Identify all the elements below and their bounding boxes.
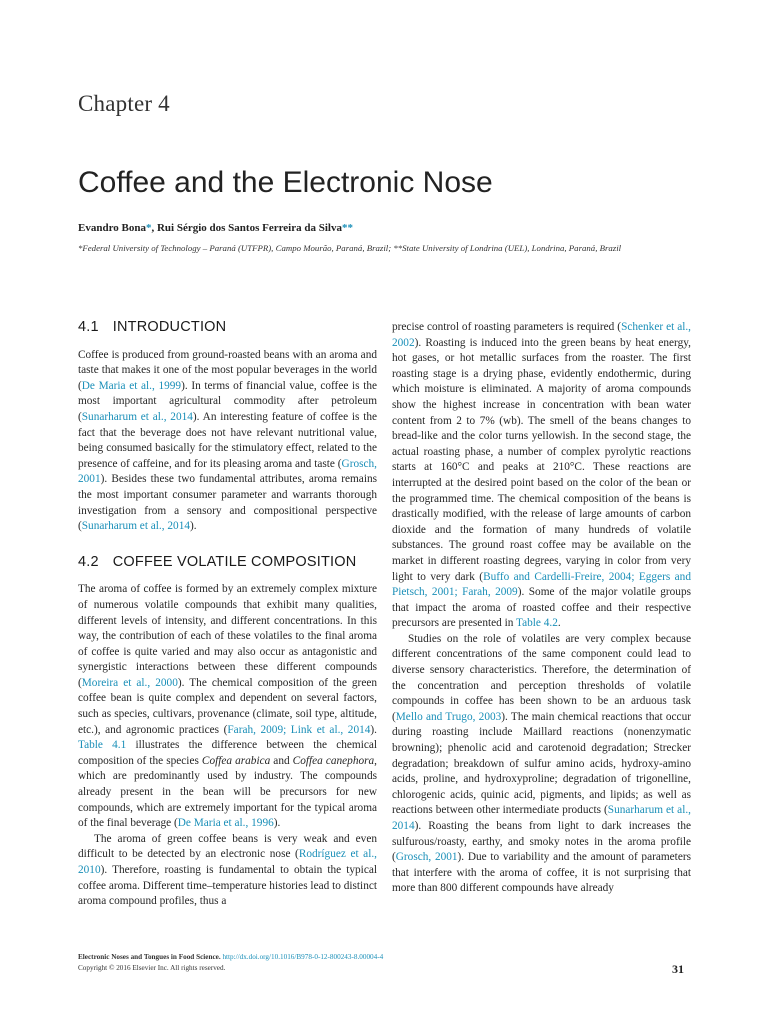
doi-link[interactable]: http://dx.doi.org/10.1016/B978-0-12-800243-8.00004-4 [222,953,384,961]
citation-link[interactable]: Sunarharum et al., 2014 [81,520,191,533]
citation-link[interactable]: Grosch, 2001 [395,851,458,864]
affiliation-mark[interactable]: ** [341,222,353,234]
text-run: ). The main chemical reactions that occur during roasting include Maillard reactions (nonenzymatic browning); phenolic acid and carotenoid degradation; Strecker degradation; breakdown of sulfur amino acids, hydroxy-amino acids, proline, and hydroxyproline; degradation of trigonelline, chlorogenic acids, quinic acid, pigments, and lipids; as well as reactions between other intermediate products ( [392,710,691,817]
author-name: Evandro Bona [78,222,146,234]
text-run: ). Some of the major volatile groups that impact the aroma of roasted coffee and their respective precursors are presented in [392,586,691,630]
author-list [78,222,353,234]
species-name: Coffea canephora [292,754,375,767]
citation-link[interactable]: De Maria et al., 1999 [81,379,182,392]
citation-link[interactable]: Schenker et al., 2002 [392,321,692,349]
text-run: and [270,754,293,767]
citation-link[interactable]: Buffo and Cardelli-Freire, 2004; Eggers and Pietsch, 2001; Farah, 2009 [392,570,691,599]
text-run: ). An interesting feature of coffee is the fact that the beverage does not have relevant nutritional value, being consumed basically for the stimulatory effect, related to the presence of caffeine, and for its pleasing aroma and taste ( [78,410,377,470]
table-link[interactable]: Table 4.1 [78,739,127,752]
text-run: The aroma of coffee is formed by an extremely complex mixture of numerous volatile compounds that exhibit many qualities, different levels of intensity, and different concentrations. In this way, the contribution of each of these volatiles to the final aroma of coffee is quite varied and may also occur as antagonistic and synergistic interactions between these different compounds ( [78,583,377,689]
left-column [78,320,377,910]
section-heading [78,555,377,571]
paragraph [78,582,377,832]
paragraph [392,632,691,897]
text-run: ). [370,723,377,736]
text-run: The aroma of green coffee beans is very weak and even difficult to be detected by an electronic nose ( [78,832,377,861]
affiliations: *Federal University of Technology – Paraná (UTFPR), Campo Mourão, Paraná, Brazil; **State University of Londrina (UEL), Londrina, Paraná, Brazil [78,243,622,253]
citation-link[interactable]: Sunarharum et al., 2014 [81,410,193,423]
right-column [392,320,691,897]
citation-link[interactable]: Grosch, 2001 [78,457,377,486]
text-run: ). The chemical composition of the green coffee bean is quite complex and dependent on several factors, such as species, cultivars, provenance (climate, soil type, altitude, etc.), and agronomic practices ( [78,676,377,736]
chapter-title: Coffee and the Electronic Nose [78,166,493,199]
citation-link[interactable]: Rodríguez et al., 2010 [78,848,377,876]
section-heading [78,320,377,336]
text-run: . [557,617,561,630]
affiliation-mark[interactable]: * [145,222,152,234]
citation-link[interactable]: Sunarharum et al., 2014 [392,804,691,832]
table-link[interactable]: Table 4.2 [516,617,558,630]
author-separator: , [151,222,157,234]
text-run: ). [273,817,281,830]
text-run: ). In terms of financial value, coffee is the most important agricultural commodity after petroleum ( [78,379,377,423]
book-title: Electronic Noses and Tongues in Food Science. [78,953,221,961]
text-run: ). Besides these two fundamental attributes, aroma remains the most important consumer parameter and warrants thorough investigation from a sensory and compositional perspective ( [78,473,377,533]
text-run: ). [190,520,197,533]
section-number: 4.2 [78,553,99,570]
text-run: ). Roasting is induced into the green beans by heat energy, hot gases, or hot metallic surfaces from the roaster. The first roasting stage is a drying phase, evidently endothermic, during which moisture is eliminated. A majority of aroma compounds show the highest increase in concentration with bean water content from 2 to 7% (wb). The smell of the beans changes to bread-like and the color turns yellowish. In the second stage, the actual roasting phase, a number of complex pyrolytic reactions starts at 160°C and peaks at 210°C. These reactions are interrupted at the desired point based on the color of the bean or the programmed time. The chemical composition of the beans is drastically modified, with the release of large amounts of carbon dioxide and the formation of many hundreds of volatile substances. The ground roast coffee may be available on the market in different roasting degrees, varying in color from very light to very dark ( [392,336,691,583]
text-run: ). Therefore, roasting is fundamental to obtain the typical coffee aroma. Different time–temperature histories lead to distinct aroma compound profiles, thus a [78,864,377,908]
footer-citation [78,952,690,963]
text-run: Coffee is produced from ground-roasted beans with an aroma and taste that makes it one of the most popular beverages in the world ( [78,348,377,392]
copyright-notice: Copyright © 2016 Elsevier Inc. All rights reserved. [78,964,226,972]
section-number: 4.1 [78,319,99,335]
page-number: 31 [672,962,684,976]
text-run: ). Roasting the beans from light to dark increases the sulfurous/roasty, earthy, and smoky notes in the aroma profile ( [392,820,691,864]
page-footer [78,952,690,974]
paragraph [78,348,377,535]
section-title: COFFEE VOLATILE COMPOSITION [112,553,357,570]
chapter-label: Chapter 4 [78,91,170,116]
citation-link[interactable]: Farah, 2009; Link et al., 2014 [227,723,371,736]
text-run: illustrates the difference between the chemical composition of the species [78,739,378,767]
species-name: Coffea arabica [201,754,271,767]
citation-link[interactable]: De Maria et al., 1996 [177,817,274,830]
paragraph [392,320,691,632]
author-name: Rui Sérgio dos Santos Ferreira da Silva [156,222,342,234]
citation-link[interactable]: Moreira et al., 2000 [81,676,178,689]
text-run: precise control of roasting parameters is required ( [392,321,622,333]
citation-link[interactable]: Mello and Trugo, 2003 [395,710,502,723]
section-title: INTRODUCTION [112,319,227,335]
text-run: , which are predominantly used by industry. The compounds already present in the bean will be precursors for new compounds, which are extremely important for the typical aroma of the final beverage ( [78,754,377,830]
text-run: Studies on the role of volatiles are very complex because different concentrations of the same component could lead to diverse sensory characteristics. Therefore, the determination of the concentration and perception thresholds of volatile compounds in coffee has been shown to be an arduous task ( [392,632,691,723]
text-run: ). Due to variability and the amount of parameters that interfere with the aroma of coffee, it is not surprising that more than 800 different compounds have already [392,851,691,895]
paragraph [78,832,377,910]
